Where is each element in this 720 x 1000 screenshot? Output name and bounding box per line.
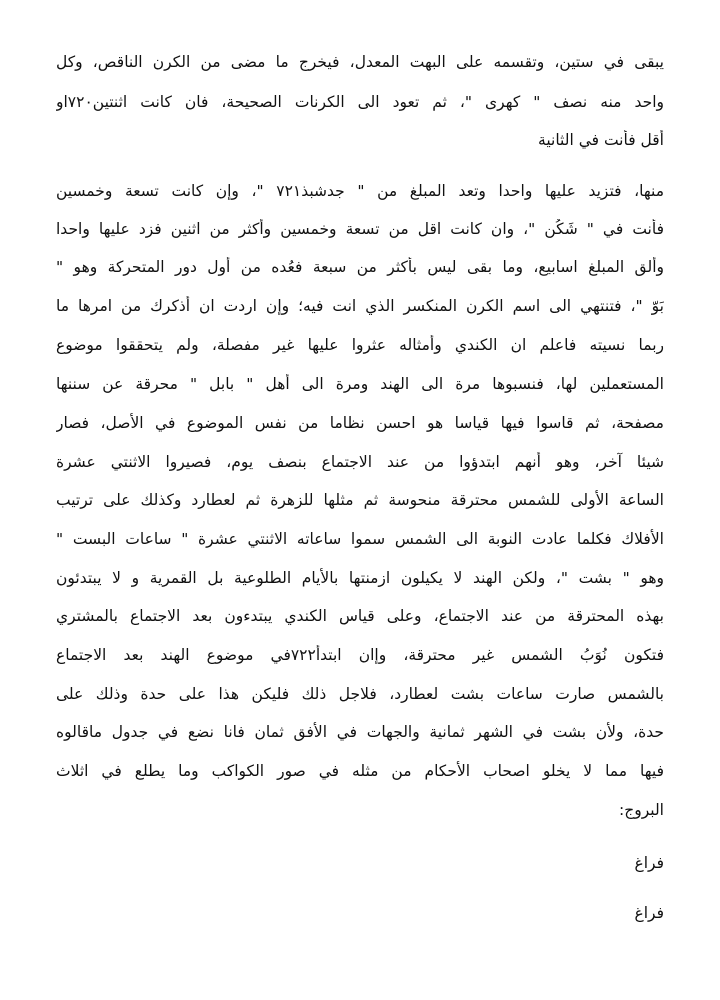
- text-line: شيئا آخر، وهو أنهم ابتدؤوا من عند الاجتماع بنصف يوم، فصيروا الاثنتي عشرة: [56, 453, 664, 471]
- text-line: وألق المبلغ اسابيع، وما بقى ليس بأكثر من سبعة فعُده من أول دور المتحركة وهو ": [56, 258, 664, 276]
- text-line: فيها مما لا يخلو اصحاب الأحكام من مثله في صور الكواكب وما يطلع في اثلاث: [56, 762, 664, 780]
- text-line: واحد منه نصف " كهرى "، ثم تعود الى الكرنات الصحيحة، فان كانت اثنتين٧٢٠او: [56, 93, 664, 111]
- text-line: بالشمس صارت ساعات بشت لعطارد، فلاجل ذلك فليكن هذا على حدة وذلك على: [56, 685, 664, 703]
- text-line: فأنت في " شَكُن "، وان كانت اقل من تسعة وخمسين وأكثر من اثنين فزد عليها واحدا: [56, 220, 664, 238]
- text-line: الساعة الأولى للشمس محترقة منحوسة ثم مثلها للزهرة ثم لعطارد وكذلك على ترتيب: [56, 491, 664, 509]
- empty-marker: فراغ: [634, 904, 664, 922]
- text-line: وهو " بشت "، ولكن الهند لا يكيلون ازمنتها بالأيام الطلوعية بل القمرية و لا يبتدئون: [56, 569, 664, 587]
- text-line: فتكون نُوَبُ الشمس غير محترقة، وإان ابتدأ٧٢٢في موضوع الهند بعد الاجتماع: [56, 646, 664, 664]
- text-line: بَوّ "، فتنتهي الى اسم الكرن المنكسر الذي انت فيه؛ وإن اردت ان أذكرك من امرها ما: [56, 297, 664, 315]
- text-line: البروج:: [619, 801, 664, 819]
- text-line: الأفلاك فكلما عادت النوبة الى الشمس سموا ساعاته الاثنتي عشرة " ساعات البست ": [56, 530, 664, 548]
- text-line: المستعملين لها، فنسبوها مرة الى الهند ومرة الى أهل " بابل " محرقة عن سننها: [56, 375, 664, 393]
- empty-marker: فراغ: [634, 854, 664, 872]
- text-line: يبقى في ستين، وتقسمه على البهت المعدل، فيخرج ما مضى من الكرن الناقص، وكل: [56, 53, 664, 71]
- text-line: حدة، ولأن بشت في الشهر ثمانية والجهات في الأفق ثمان فانا نضع في جدول ماقالوه: [56, 723, 664, 741]
- text-line: منها، فتزيد عليها واحدا وتعد المبلغ من " جدشبذ٧٢١ "، وإن كانت تسعة وخمسين: [56, 182, 664, 200]
- text-line: أقل فأنت في الثانية: [538, 131, 664, 149]
- text-line: بهذه المحترقة من عند الاجتماع، وعلى قياس الكندي يبتدءون بعد الاجتماع بالمشتري: [56, 607, 664, 625]
- text-line: مصفحة، ثم قاسوا فيها قياسا هو احسن نظاما من نفس الموضوع في الأصل، فصار: [56, 414, 664, 432]
- text-line: ربما نسيته فاعلم ان الكندي وأمثاله عثروا عليها غير مفصلة، ولم يتحققوا موضوع: [56, 336, 664, 354]
